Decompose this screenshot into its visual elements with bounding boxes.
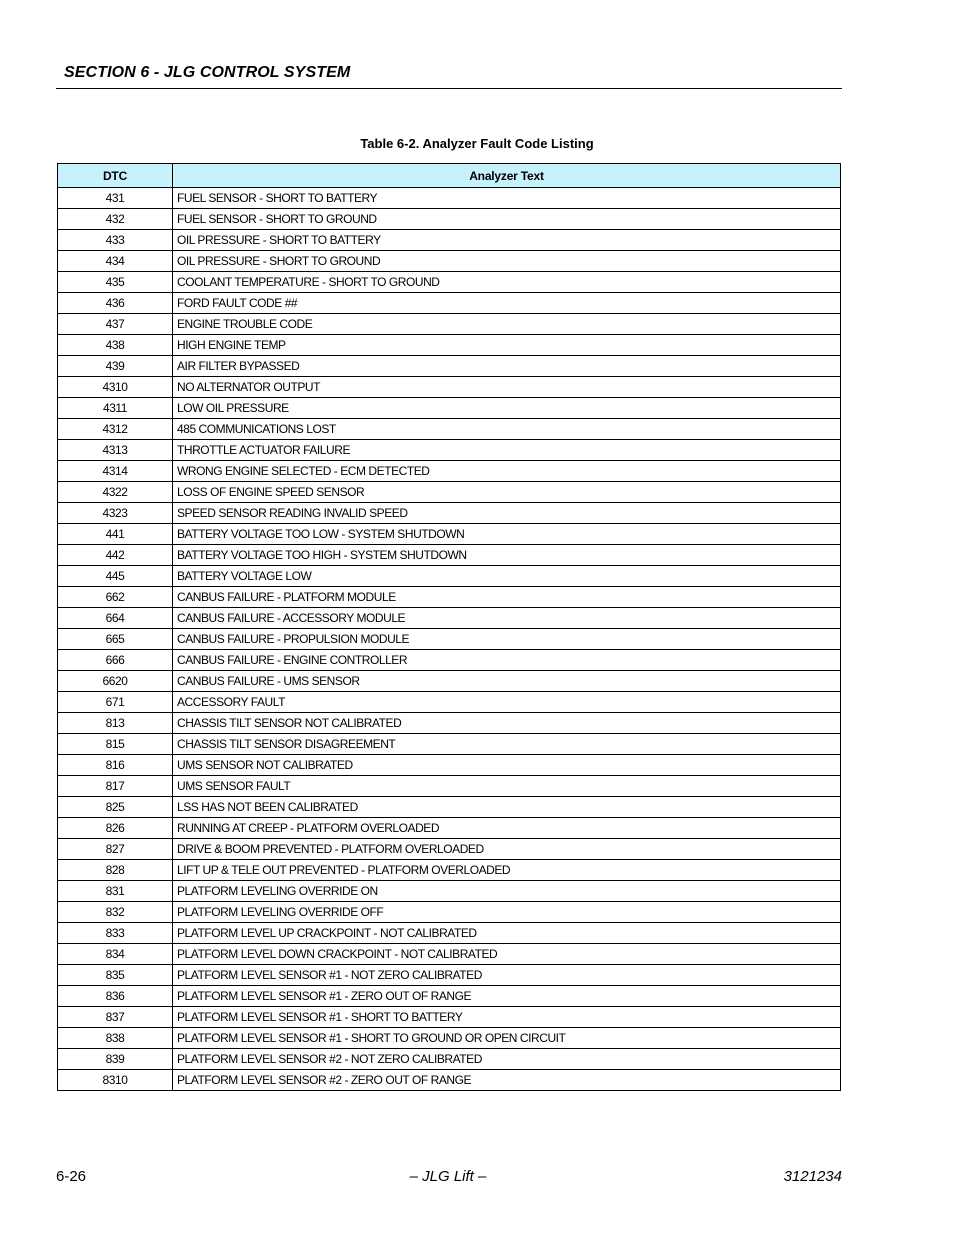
table-caption: Table 6-2. Analyzer Fault Code Listing bbox=[360, 136, 594, 151]
dtc-cell: 837 bbox=[58, 1007, 173, 1028]
table-row bbox=[58, 608, 841, 629]
analyzer-text-cell: THROTTLE ACTUATOR FAILURE bbox=[173, 440, 841, 461]
dtc-cell: 827 bbox=[58, 839, 173, 860]
table-row bbox=[58, 356, 841, 377]
analyzer-text-cell: FORD FAULT CODE ## bbox=[173, 293, 841, 314]
analyzer-text-cell: CANBUS FAILURE - ACCESSORY MODULE bbox=[173, 608, 841, 629]
table-row bbox=[58, 440, 841, 461]
analyzer-text-cell: CHASSIS TILT SENSOR DISAGREEMENT bbox=[173, 734, 841, 755]
analyzer-text-cell: PLATFORM LEVEL UP CRACKPOINT - NOT CALIBRATED bbox=[173, 923, 841, 944]
analyzer-text-cell: BATTERY VOLTAGE TOO LOW - SYSTEM SHUTDOWN bbox=[173, 524, 841, 545]
dtc-cell: 435 bbox=[58, 272, 173, 293]
analyzer-text-cell: LOW OIL PRESSURE bbox=[173, 398, 841, 419]
analyzer-text-cell: PLATFORM LEVEL SENSOR #1 - SHORT TO GROUND OR OPEN CIRCUIT bbox=[173, 1028, 841, 1049]
analyzer-text-cell: PLATFORM LEVEL SENSOR #2 - NOT ZERO CALIBRATED bbox=[173, 1049, 841, 1070]
table-row bbox=[58, 188, 841, 209]
dtc-cell: 4314 bbox=[58, 461, 173, 482]
analyzer-text-cell: WRONG ENGINE SELECTED - ECM DETECTED bbox=[173, 461, 841, 482]
table-row bbox=[58, 293, 841, 314]
table-row bbox=[58, 482, 841, 503]
table-row bbox=[58, 251, 841, 272]
dtc-cell: 4313 bbox=[58, 440, 173, 461]
table-row bbox=[58, 524, 841, 545]
table-row bbox=[58, 881, 841, 902]
analyzer-text-cell: CANBUS FAILURE - ENGINE CONTROLLER bbox=[173, 650, 841, 671]
table-row bbox=[58, 398, 841, 419]
dtc-cell: 441 bbox=[58, 524, 173, 545]
analyzer-text-cell: LOSS OF ENGINE SPEED SENSOR bbox=[173, 482, 841, 503]
dtc-cell: 839 bbox=[58, 1049, 173, 1070]
dtc-cell: 432 bbox=[58, 209, 173, 230]
table-row bbox=[58, 734, 841, 755]
analyzer-text-cell: UMS SENSOR NOT CALIBRATED bbox=[173, 755, 841, 776]
dtc-cell: 4323 bbox=[58, 503, 173, 524]
table-row bbox=[58, 923, 841, 944]
table-row bbox=[58, 335, 841, 356]
analyzer-text-cell: BATTERY VOLTAGE TOO HIGH - SYSTEM SHUTDOWN bbox=[173, 545, 841, 566]
dtc-cell: 433 bbox=[58, 230, 173, 251]
dtc-cell: 4310 bbox=[58, 377, 173, 398]
dtc-cell: 437 bbox=[58, 314, 173, 335]
table-row bbox=[58, 566, 841, 587]
table-row bbox=[58, 377, 841, 398]
table-row bbox=[58, 839, 841, 860]
dtc-cell: 828 bbox=[58, 860, 173, 881]
analyzer-text-cell: ACCESSORY FAULT bbox=[173, 692, 841, 713]
table-row bbox=[58, 944, 841, 965]
analyzer-text-cell: OIL PRESSURE - SHORT TO GROUND bbox=[173, 251, 841, 272]
analyzer-text-cell: FUEL SENSOR - SHORT TO BATTERY bbox=[173, 188, 841, 209]
page-number: 6-26 bbox=[56, 1168, 87, 1185]
table-row bbox=[58, 503, 841, 524]
analyzer-text-cell: OIL PRESSURE - SHORT TO BATTERY bbox=[173, 230, 841, 251]
dtc-cell: 836 bbox=[58, 986, 173, 1007]
analyzer-text-cell: PLATFORM LEVELING OVERRIDE ON bbox=[173, 881, 841, 902]
table-header-row bbox=[58, 164, 841, 188]
fault-code-table bbox=[57, 163, 841, 1091]
dtc-cell: 834 bbox=[58, 944, 173, 965]
analyzer-text-cell: AIR FILTER BYPASSED bbox=[173, 356, 841, 377]
dtc-cell: 438 bbox=[58, 335, 173, 356]
analyzer-text-cell: UMS SENSOR FAULT bbox=[173, 776, 841, 797]
analyzer-text-cell: CANBUS FAILURE - PROPULSION MODULE bbox=[173, 629, 841, 650]
dtc-cell: 817 bbox=[58, 776, 173, 797]
analyzer-text-cell: LIFT UP & TELE OUT PREVENTED - PLATFORM OVERLOADED bbox=[173, 860, 841, 881]
dtc-cell: 664 bbox=[58, 608, 173, 629]
dtc-cell: 832 bbox=[58, 902, 173, 923]
dtc-cell: 8310 bbox=[58, 1070, 173, 1091]
table-row bbox=[58, 272, 841, 293]
table-row bbox=[58, 419, 841, 440]
footer-brand: – JLG Lift – bbox=[409, 1168, 487, 1185]
dtc-cell: 434 bbox=[58, 251, 173, 272]
dtc-cell: 671 bbox=[58, 692, 173, 713]
dtc-cell: 813 bbox=[58, 713, 173, 734]
document-number: 3121234 bbox=[783, 1168, 842, 1185]
analyzer-text-cell: 485 COMMUNICATIONS LOST bbox=[173, 419, 841, 440]
table-row bbox=[58, 461, 841, 482]
column-header-analyzer-text: Analyzer Text bbox=[173, 164, 841, 188]
dtc-cell: 815 bbox=[58, 734, 173, 755]
table-row bbox=[58, 776, 841, 797]
dtc-cell: 662 bbox=[58, 587, 173, 608]
analyzer-text-cell: SPEED SENSOR READING INVALID SPEED bbox=[173, 503, 841, 524]
dtc-cell: 4311 bbox=[58, 398, 173, 419]
dtc-cell: 825 bbox=[58, 797, 173, 818]
analyzer-text-cell: NO ALTERNATOR OUTPUT bbox=[173, 377, 841, 398]
table-row bbox=[58, 1028, 841, 1049]
analyzer-text-cell: PLATFORM LEVEL DOWN CRACKPOINT - NOT CALIBRATED bbox=[173, 944, 841, 965]
table-row bbox=[58, 902, 841, 923]
dtc-cell: 442 bbox=[58, 545, 173, 566]
analyzer-text-cell: PLATFORM LEVEL SENSOR #1 - ZERO OUT OF RANGE bbox=[173, 986, 841, 1007]
dtc-cell: 666 bbox=[58, 650, 173, 671]
table-row bbox=[58, 1007, 841, 1028]
analyzer-text-cell: HIGH ENGINE TEMP bbox=[173, 335, 841, 356]
dtc-cell: 431 bbox=[58, 188, 173, 209]
analyzer-text-cell: PLATFORM LEVELING OVERRIDE OFF bbox=[173, 902, 841, 923]
analyzer-text-cell: BATTERY VOLTAGE LOW bbox=[173, 566, 841, 587]
column-header-dtc: DTC bbox=[58, 164, 173, 188]
table-row bbox=[58, 230, 841, 251]
table-row bbox=[58, 755, 841, 776]
table-row bbox=[58, 545, 841, 566]
dtc-cell: 445 bbox=[58, 566, 173, 587]
dtc-cell: 826 bbox=[58, 818, 173, 839]
table-row bbox=[58, 965, 841, 986]
analyzer-text-cell: FUEL SENSOR - SHORT TO GROUND bbox=[173, 209, 841, 230]
header-rule bbox=[56, 88, 842, 89]
table-row bbox=[58, 713, 841, 734]
dtc-cell: 4322 bbox=[58, 482, 173, 503]
analyzer-text-cell: PLATFORM LEVEL SENSOR #2 - ZERO OUT OF RANGE bbox=[173, 1070, 841, 1091]
dtc-cell: 4312 bbox=[58, 419, 173, 440]
table-body bbox=[58, 188, 841, 1091]
table-row bbox=[58, 1049, 841, 1070]
table-row bbox=[58, 692, 841, 713]
table-row bbox=[58, 860, 841, 881]
dtc-cell: 831 bbox=[58, 881, 173, 902]
analyzer-text-cell: RUNNING AT CREEP - PLATFORM OVERLOADED bbox=[173, 818, 841, 839]
section-title: SECTION 6 - JLG CONTROL SYSTEM bbox=[64, 64, 351, 81]
dtc-cell: 6620 bbox=[58, 671, 173, 692]
dtc-cell: 833 bbox=[58, 923, 173, 944]
analyzer-text-cell: DRIVE & BOOM PREVENTED - PLATFORM OVERLOADED bbox=[173, 839, 841, 860]
table-row bbox=[58, 629, 841, 650]
analyzer-text-cell: CANBUS FAILURE - UMS SENSOR bbox=[173, 671, 841, 692]
table-row bbox=[58, 587, 841, 608]
dtc-cell: 835 bbox=[58, 965, 173, 986]
table-row bbox=[58, 797, 841, 818]
table-row bbox=[58, 650, 841, 671]
analyzer-text-cell: COOLANT TEMPERATURE - SHORT TO GROUND bbox=[173, 272, 841, 293]
dtc-cell: 436 bbox=[58, 293, 173, 314]
table-row bbox=[58, 1070, 841, 1091]
table-row bbox=[58, 671, 841, 692]
table-row bbox=[58, 314, 841, 335]
table-row bbox=[58, 986, 841, 1007]
dtc-cell: 665 bbox=[58, 629, 173, 650]
analyzer-text-cell: ENGINE TROUBLE CODE bbox=[173, 314, 841, 335]
analyzer-text-cell: PLATFORM LEVEL SENSOR #1 - NOT ZERO CALIBRATED bbox=[173, 965, 841, 986]
dtc-cell: 838 bbox=[58, 1028, 173, 1049]
table-row bbox=[58, 209, 841, 230]
table-row bbox=[58, 818, 841, 839]
analyzer-text-cell: CANBUS FAILURE - PLATFORM MODULE bbox=[173, 587, 841, 608]
analyzer-text-cell: PLATFORM LEVEL SENSOR #1 - SHORT TO BATTERY bbox=[173, 1007, 841, 1028]
dtc-cell: 439 bbox=[58, 356, 173, 377]
analyzer-text-cell: LSS HAS NOT BEEN CALIBRATED bbox=[173, 797, 841, 818]
analyzer-text-cell: CHASSIS TILT SENSOR NOT CALIBRATED bbox=[173, 713, 841, 734]
dtc-cell: 816 bbox=[58, 755, 173, 776]
